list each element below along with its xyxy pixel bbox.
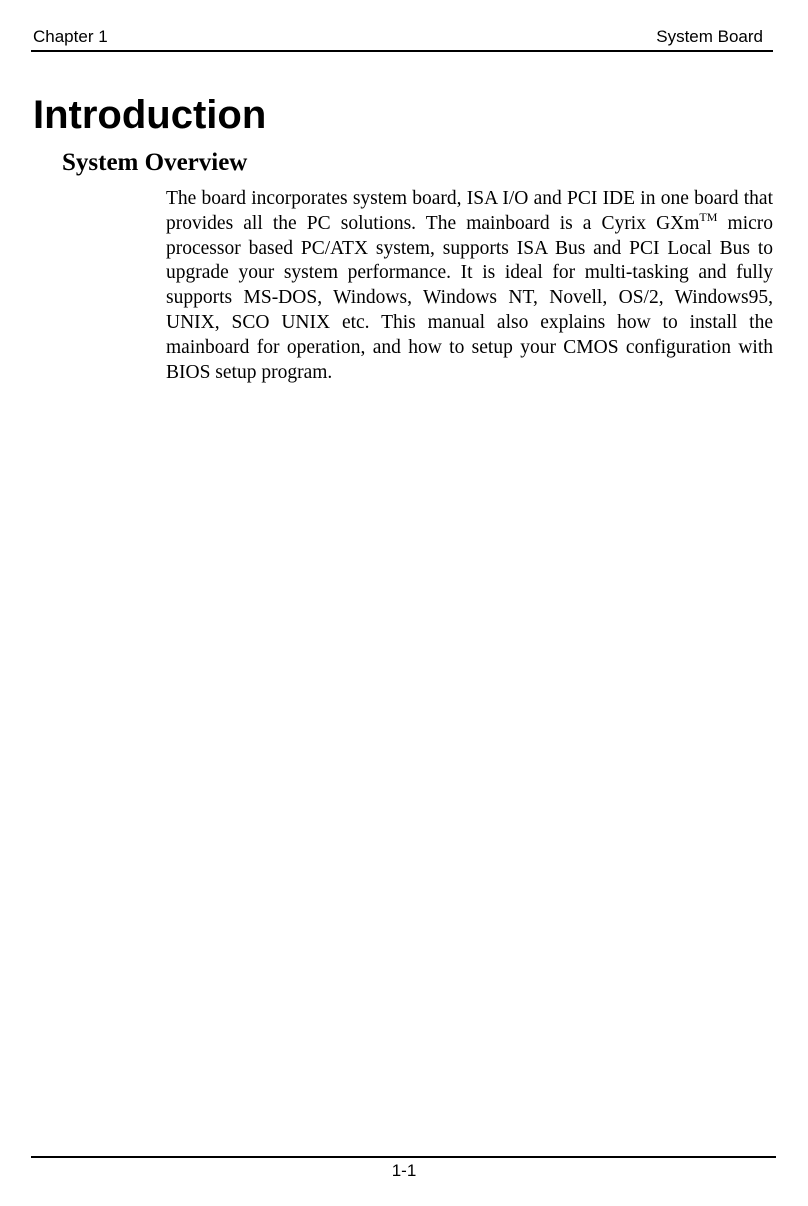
overview-paragraph	[166, 187, 773, 385]
footer-rule	[31, 1156, 776, 1158]
trademark-mark: TM	[699, 209, 718, 224]
overview-text-part2: micro processor based PC/ATX system, supports ISA Bus and PCI Local Bus to upgrade your system performance. It is ideal for multi-tasking and fully supports MS-DOS, Windows, Windows NT, Novell, OS/2, Windows95, UNIX, SCO UNIX etc. This manual also explains how to install the mainboard for operation, and how to setup your CMOS configuration with BIOS setup program.	[166, 212, 774, 383]
section-heading: System Overview	[62, 149, 248, 176]
page-title: Introduction	[33, 93, 267, 137]
overview-text-part1: The board incorporates system board, ISA I/O and PCI IDE in one board that provides all the PC solutions. The mainboard is a Cyrix GXm	[166, 188, 773, 234]
page-header	[31, 26, 773, 52]
header-chapter: Chapter 1	[33, 27, 108, 46]
page-number: 1-1	[391, 1161, 417, 1180]
header-section: System Board	[656, 27, 763, 46]
